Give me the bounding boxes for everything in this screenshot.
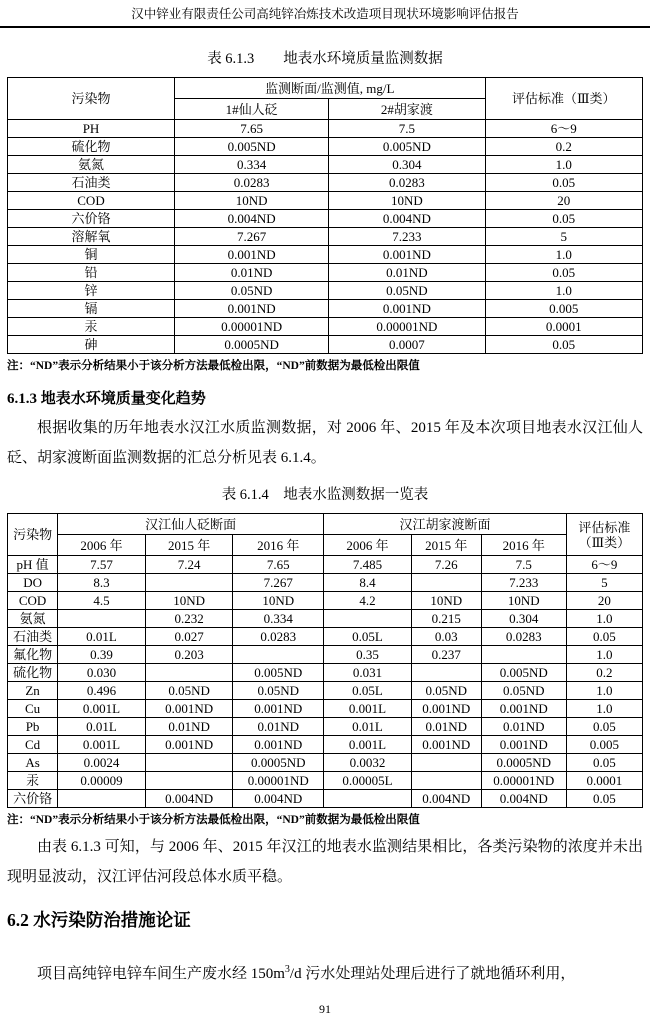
analysis-paragraph: 由表 6.1.3 可知，与 2006 年、2015 年汉江的地表水监测结果相比，各类污染物的浓度并未出现明显波动，汉江评估河段总体水质平稳。 — [7, 839, 643, 885]
pollutant-cell: Pb — [8, 718, 58, 736]
table-614-header-row-1 — [8, 514, 643, 535]
paragraph-text-suffix: /d 污水处理站处理后进行了就地循环利用， — [289, 966, 576, 982]
value-cell: 0.004ND — [481, 790, 566, 808]
report-header — [0, 0, 650, 28]
value-cell — [145, 664, 233, 682]
value-cell: 0.005ND — [481, 664, 566, 682]
value-cell: 7.485 — [324, 556, 412, 574]
value-cell: 0.005 — [485, 300, 643, 318]
pollutant-cell: 硫化物 — [8, 138, 175, 156]
value-cell: 0.05ND — [233, 682, 324, 700]
col-header-section-2: 2#胡家渡 — [329, 99, 485, 120]
value-cell — [481, 646, 566, 664]
value-cell: 0.027 — [145, 628, 233, 646]
pollutant-cell: 溶解氧 — [8, 228, 175, 246]
value-cell: 10ND — [329, 192, 485, 210]
table-row — [8, 610, 643, 628]
table-row — [8, 646, 643, 664]
table-row — [8, 192, 643, 210]
value-cell: 1.0 — [485, 282, 643, 300]
pollutant-cell: 氨氮 — [8, 610, 58, 628]
value-cell: 0.00001ND — [233, 772, 324, 790]
table-row — [8, 282, 643, 300]
value-cell: 1.0 — [485, 246, 643, 264]
col-header-standard — [566, 514, 642, 556]
value-cell: 0.004ND — [175, 210, 329, 228]
table-row — [8, 228, 643, 246]
value-cell: 0.005ND — [233, 664, 324, 682]
value-cell: 0.01ND — [175, 264, 329, 282]
pollutant-cell: 汞 — [8, 772, 58, 790]
value-cell: 7.267 — [175, 228, 329, 246]
pollutant-cell: Zn — [8, 682, 58, 700]
value-cell: 0.05 — [485, 336, 643, 354]
value-cell: 0.01L — [58, 628, 146, 646]
table-row — [8, 628, 643, 646]
value-cell: 0.00001ND — [175, 318, 329, 336]
table-row — [8, 736, 643, 754]
pollutant-cell: 铜 — [8, 246, 175, 264]
page-content — [0, 47, 650, 989]
pollutant-cell: 氟化物 — [8, 646, 58, 664]
table-row — [8, 264, 643, 282]
pollutant-cell: Cu — [8, 700, 58, 718]
pollutant-cell: 镉 — [8, 300, 175, 318]
value-cell: 0.0024 — [58, 754, 146, 772]
pollutant-cell: PH — [8, 120, 175, 138]
pollutant-cell: 硫化物 — [8, 664, 58, 682]
table-row — [8, 790, 643, 808]
value-cell: 0.01L — [58, 718, 146, 736]
value-cell — [58, 610, 146, 628]
value-cell: 0.0283 — [481, 628, 566, 646]
table-row — [8, 210, 643, 228]
value-cell: 0.05L — [324, 628, 412, 646]
value-cell: 6～9 — [566, 556, 642, 574]
table-row — [8, 174, 643, 192]
value-cell: 0.001ND — [145, 700, 233, 718]
section-613-paragraph: 根据收集的历年地表水汉江水质监测数据，对 2006 年、2015 年及本次项目地表水汉江仙人砭、胡家渡断面监测数据的汇总分析见表 6.1.4。 — [7, 420, 643, 466]
value-cell: 0.0005ND — [233, 754, 324, 772]
value-cell: 0.001ND — [481, 700, 566, 718]
value-cell: 0.01ND — [145, 718, 233, 736]
value-cell: 0.01ND — [481, 718, 566, 736]
col-header-group-hujiadu: 汉江胡家渡断面 — [324, 514, 567, 535]
table-row — [8, 574, 643, 592]
table-613-note: 注：“ND”表示分析结果小于该分析方法最低检出限，“ND”前数据为最低检出限值 — [7, 360, 420, 372]
report-header-title: 汉中锌业有限责任公司高纯锌冶炼技术改造项目现状环境影响评估报告 — [131, 7, 519, 21]
table-614-note: 注：“ND”表示分析结果小于该分析方法最低检出限，“ND”前数据为最低检出限值 — [7, 814, 420, 826]
table-614 — [7, 513, 643, 808]
pollutant-cell: 汞 — [8, 318, 175, 336]
value-cell — [411, 754, 481, 772]
col-header-group-xianrenbian: 汉江仙人砭断面 — [58, 514, 324, 535]
value-cell: 7.65 — [175, 120, 329, 138]
value-cell: 0.0032 — [324, 754, 412, 772]
value-cell: 8.4 — [324, 574, 412, 592]
table-row — [8, 336, 643, 354]
value-cell: 7.57 — [58, 556, 146, 574]
value-cell: 0.35 — [324, 646, 412, 664]
value-cell: 0.01L — [324, 718, 412, 736]
value-cell: 10ND — [233, 592, 324, 610]
value-cell: 0.05 — [485, 210, 643, 228]
col-header-year-2015-a: 2015 年 — [145, 535, 233, 556]
value-cell: 0.05ND — [481, 682, 566, 700]
value-cell: 7.233 — [481, 574, 566, 592]
value-cell: 10ND — [145, 592, 233, 610]
table-row — [8, 592, 643, 610]
value-cell: 0.05L — [324, 682, 412, 700]
value-cell: 0.232 — [145, 610, 233, 628]
value-cell — [145, 574, 233, 592]
paragraph-text-prefix: 项目高纯锌电锌车间生产废水经 150m — [37, 966, 285, 982]
value-cell — [324, 610, 412, 628]
value-cell — [411, 772, 481, 790]
pollutant-cell: 六价铬 — [8, 210, 175, 228]
value-cell: 0.0001 — [566, 772, 642, 790]
value-cell: 7.65 — [233, 556, 324, 574]
value-cell: 7.267 — [233, 574, 324, 592]
value-cell: 0.001L — [324, 736, 412, 754]
standard-label-line1: 评估标准 — [578, 519, 631, 535]
value-cell: 7.5 — [481, 556, 566, 574]
value-cell: 0.203 — [145, 646, 233, 664]
value-cell: 0.05 — [485, 264, 643, 282]
value-cell: 0.0001 — [485, 318, 643, 336]
table-row — [8, 772, 643, 790]
col-header-year-2016-b: 2016 年 — [481, 535, 566, 556]
value-cell: 0.001ND — [233, 736, 324, 754]
value-cell: 0.237 — [411, 646, 481, 664]
col-header-year-2016-a: 2016 年 — [233, 535, 324, 556]
value-cell: 0.05ND — [175, 282, 329, 300]
value-cell: 0.05 — [566, 790, 642, 808]
value-cell: 0.001ND — [233, 700, 324, 718]
pollutant-cell: COD — [8, 192, 175, 210]
value-cell: 4.5 — [58, 592, 146, 610]
pollutant-cell: DO — [8, 574, 58, 592]
table-row — [8, 754, 643, 772]
value-cell: 0.0005ND — [481, 754, 566, 772]
pollutant-cell: Cd — [8, 736, 58, 754]
value-cell: 1.0 — [566, 610, 642, 628]
value-cell: 0.05 — [566, 754, 642, 772]
value-cell: 0.004ND — [145, 790, 233, 808]
value-cell: 10ND — [481, 592, 566, 610]
value-cell: 0.05 — [566, 718, 642, 736]
value-cell: 0.001L — [58, 700, 146, 718]
value-cell: 0.001ND — [329, 300, 485, 318]
value-cell: 20 — [485, 192, 643, 210]
table-row — [8, 156, 643, 174]
pollutant-cell: 石油类 — [8, 174, 175, 192]
col-header-year-2006-a: 2006 年 — [58, 535, 146, 556]
value-cell: 1.0 — [566, 700, 642, 718]
value-cell: 0.215 — [411, 610, 481, 628]
value-cell: 0.01ND — [329, 264, 485, 282]
value-cell: 0.00005L — [324, 772, 412, 790]
value-cell: 0.05ND — [411, 682, 481, 700]
col-header-year-2015-b: 2015 年 — [411, 535, 481, 556]
superscript-3: 3 — [284, 964, 290, 975]
value-cell: 0.005 — [566, 736, 642, 754]
value-cell: 0.004ND — [329, 210, 485, 228]
value-cell: 0.001L — [324, 700, 412, 718]
value-cell: 0.334 — [233, 610, 324, 628]
table-row — [8, 246, 643, 264]
col-header-section-1: 1#仙人砭 — [175, 99, 329, 120]
value-cell: 5 — [485, 228, 643, 246]
value-cell — [411, 664, 481, 682]
value-cell: 7.233 — [329, 228, 485, 246]
col-header-pollutant: 污染物 — [8, 514, 58, 556]
value-cell: 7.26 — [411, 556, 481, 574]
col-header-section-group: 监测断面/监测值, mg/L — [175, 78, 486, 99]
table-row — [8, 318, 643, 336]
table-row — [8, 664, 643, 682]
value-cell: 1.0 — [485, 156, 643, 174]
value-cell: 0.00009 — [58, 772, 146, 790]
value-cell: 0.001ND — [481, 736, 566, 754]
pollutant-cell: As — [8, 754, 58, 772]
value-cell: 0.2 — [566, 664, 642, 682]
table-613-header-row-1 — [8, 78, 643, 99]
value-cell: 0.05ND — [329, 282, 485, 300]
value-cell: 10ND — [411, 592, 481, 610]
pollutant-cell: 石油类 — [8, 628, 58, 646]
value-cell: 0.0283 — [233, 628, 324, 646]
value-cell: 1.0 — [566, 682, 642, 700]
page-number: 91 — [319, 1002, 331, 1016]
value-cell: 0.0005ND — [175, 336, 329, 354]
col-header-pollutant: 污染物 — [8, 78, 175, 120]
value-cell: 7.5 — [329, 120, 485, 138]
value-cell — [411, 574, 481, 592]
value-cell: 6～9 — [485, 120, 643, 138]
value-cell: 0.001ND — [411, 736, 481, 754]
value-cell: 0.030 — [58, 664, 146, 682]
value-cell: 0.01ND — [411, 718, 481, 736]
value-cell: 1.0 — [566, 646, 642, 664]
value-cell: 0.03 — [411, 628, 481, 646]
pollutant-cell: 砷 — [8, 336, 175, 354]
value-cell — [145, 754, 233, 772]
value-cell: 0.001ND — [411, 700, 481, 718]
pollutant-cell: 锌 — [8, 282, 175, 300]
pollutant-cell: COD — [8, 592, 58, 610]
value-cell: 0.005ND — [329, 138, 485, 156]
value-cell: 0.031 — [324, 664, 412, 682]
table-row — [8, 556, 643, 574]
value-cell: 20 — [566, 592, 642, 610]
value-cell: 0.005ND — [175, 138, 329, 156]
value-cell: 5 — [566, 574, 642, 592]
value-cell: 0.39 — [58, 646, 146, 664]
pollutant-cell: 氨氮 — [8, 156, 175, 174]
section-62-paragraph — [7, 955, 643, 989]
value-cell: 0.2 — [485, 138, 643, 156]
value-cell — [324, 790, 412, 808]
value-cell: 4.2 — [324, 592, 412, 610]
value-cell: 0.001ND — [329, 246, 485, 264]
table-613-caption: 表 6.1.3 地表水环境质量监测数据 — [207, 51, 443, 67]
table-row — [8, 700, 643, 718]
value-cell: 0.004ND — [411, 790, 481, 808]
value-cell — [58, 790, 146, 808]
value-cell: 0.496 — [58, 682, 146, 700]
value-cell: 0.304 — [329, 156, 485, 174]
value-cell: 0.001ND — [175, 300, 329, 318]
pollutant-cell: pH 值 — [8, 556, 58, 574]
value-cell: 0.00001ND — [329, 318, 485, 336]
table-613 — [7, 77, 643, 354]
table-614-caption: 表 6.1.4 地表水监测数据一览表 — [221, 487, 429, 503]
value-cell: 0.05ND — [145, 682, 233, 700]
value-cell: 0.304 — [481, 610, 566, 628]
value-cell: 0.001ND — [145, 736, 233, 754]
value-cell: 10ND — [175, 192, 329, 210]
value-cell: 0.01ND — [233, 718, 324, 736]
col-header-standard: 评估标准（Ⅲ类） — [485, 78, 643, 120]
standard-label-line2: （Ⅲ类） — [578, 534, 631, 550]
table-row — [8, 718, 643, 736]
value-cell: 0.0283 — [329, 174, 485, 192]
value-cell: 0.004ND — [233, 790, 324, 808]
pollutant-cell: 六价铬 — [8, 790, 58, 808]
value-cell: 0.001ND — [175, 246, 329, 264]
value-cell: 0.0007 — [329, 336, 485, 354]
pollutant-cell: 铅 — [8, 264, 175, 282]
section-62-heading: 6.2 水污染防治措施论证 — [7, 910, 191, 930]
value-cell: 0.334 — [175, 156, 329, 174]
value-cell: 0.001L — [58, 736, 146, 754]
col-header-year-2006-b: 2006 年 — [324, 535, 412, 556]
value-cell: 7.24 — [145, 556, 233, 574]
value-cell: 0.0283 — [175, 174, 329, 192]
value-cell: 8.3 — [58, 574, 146, 592]
value-cell: 0.05 — [485, 174, 643, 192]
section-613-heading: 6.1.3 地表水环境质量变化趋势 — [7, 391, 206, 407]
table-614-header-row-2 — [8, 535, 643, 556]
table-row — [8, 682, 643, 700]
value-cell — [233, 646, 324, 664]
table-row — [8, 300, 643, 318]
value-cell: 0.00001ND — [481, 772, 566, 790]
table-row — [8, 138, 643, 156]
value-cell: 0.05 — [566, 628, 642, 646]
value-cell — [145, 772, 233, 790]
table-row — [8, 120, 643, 138]
